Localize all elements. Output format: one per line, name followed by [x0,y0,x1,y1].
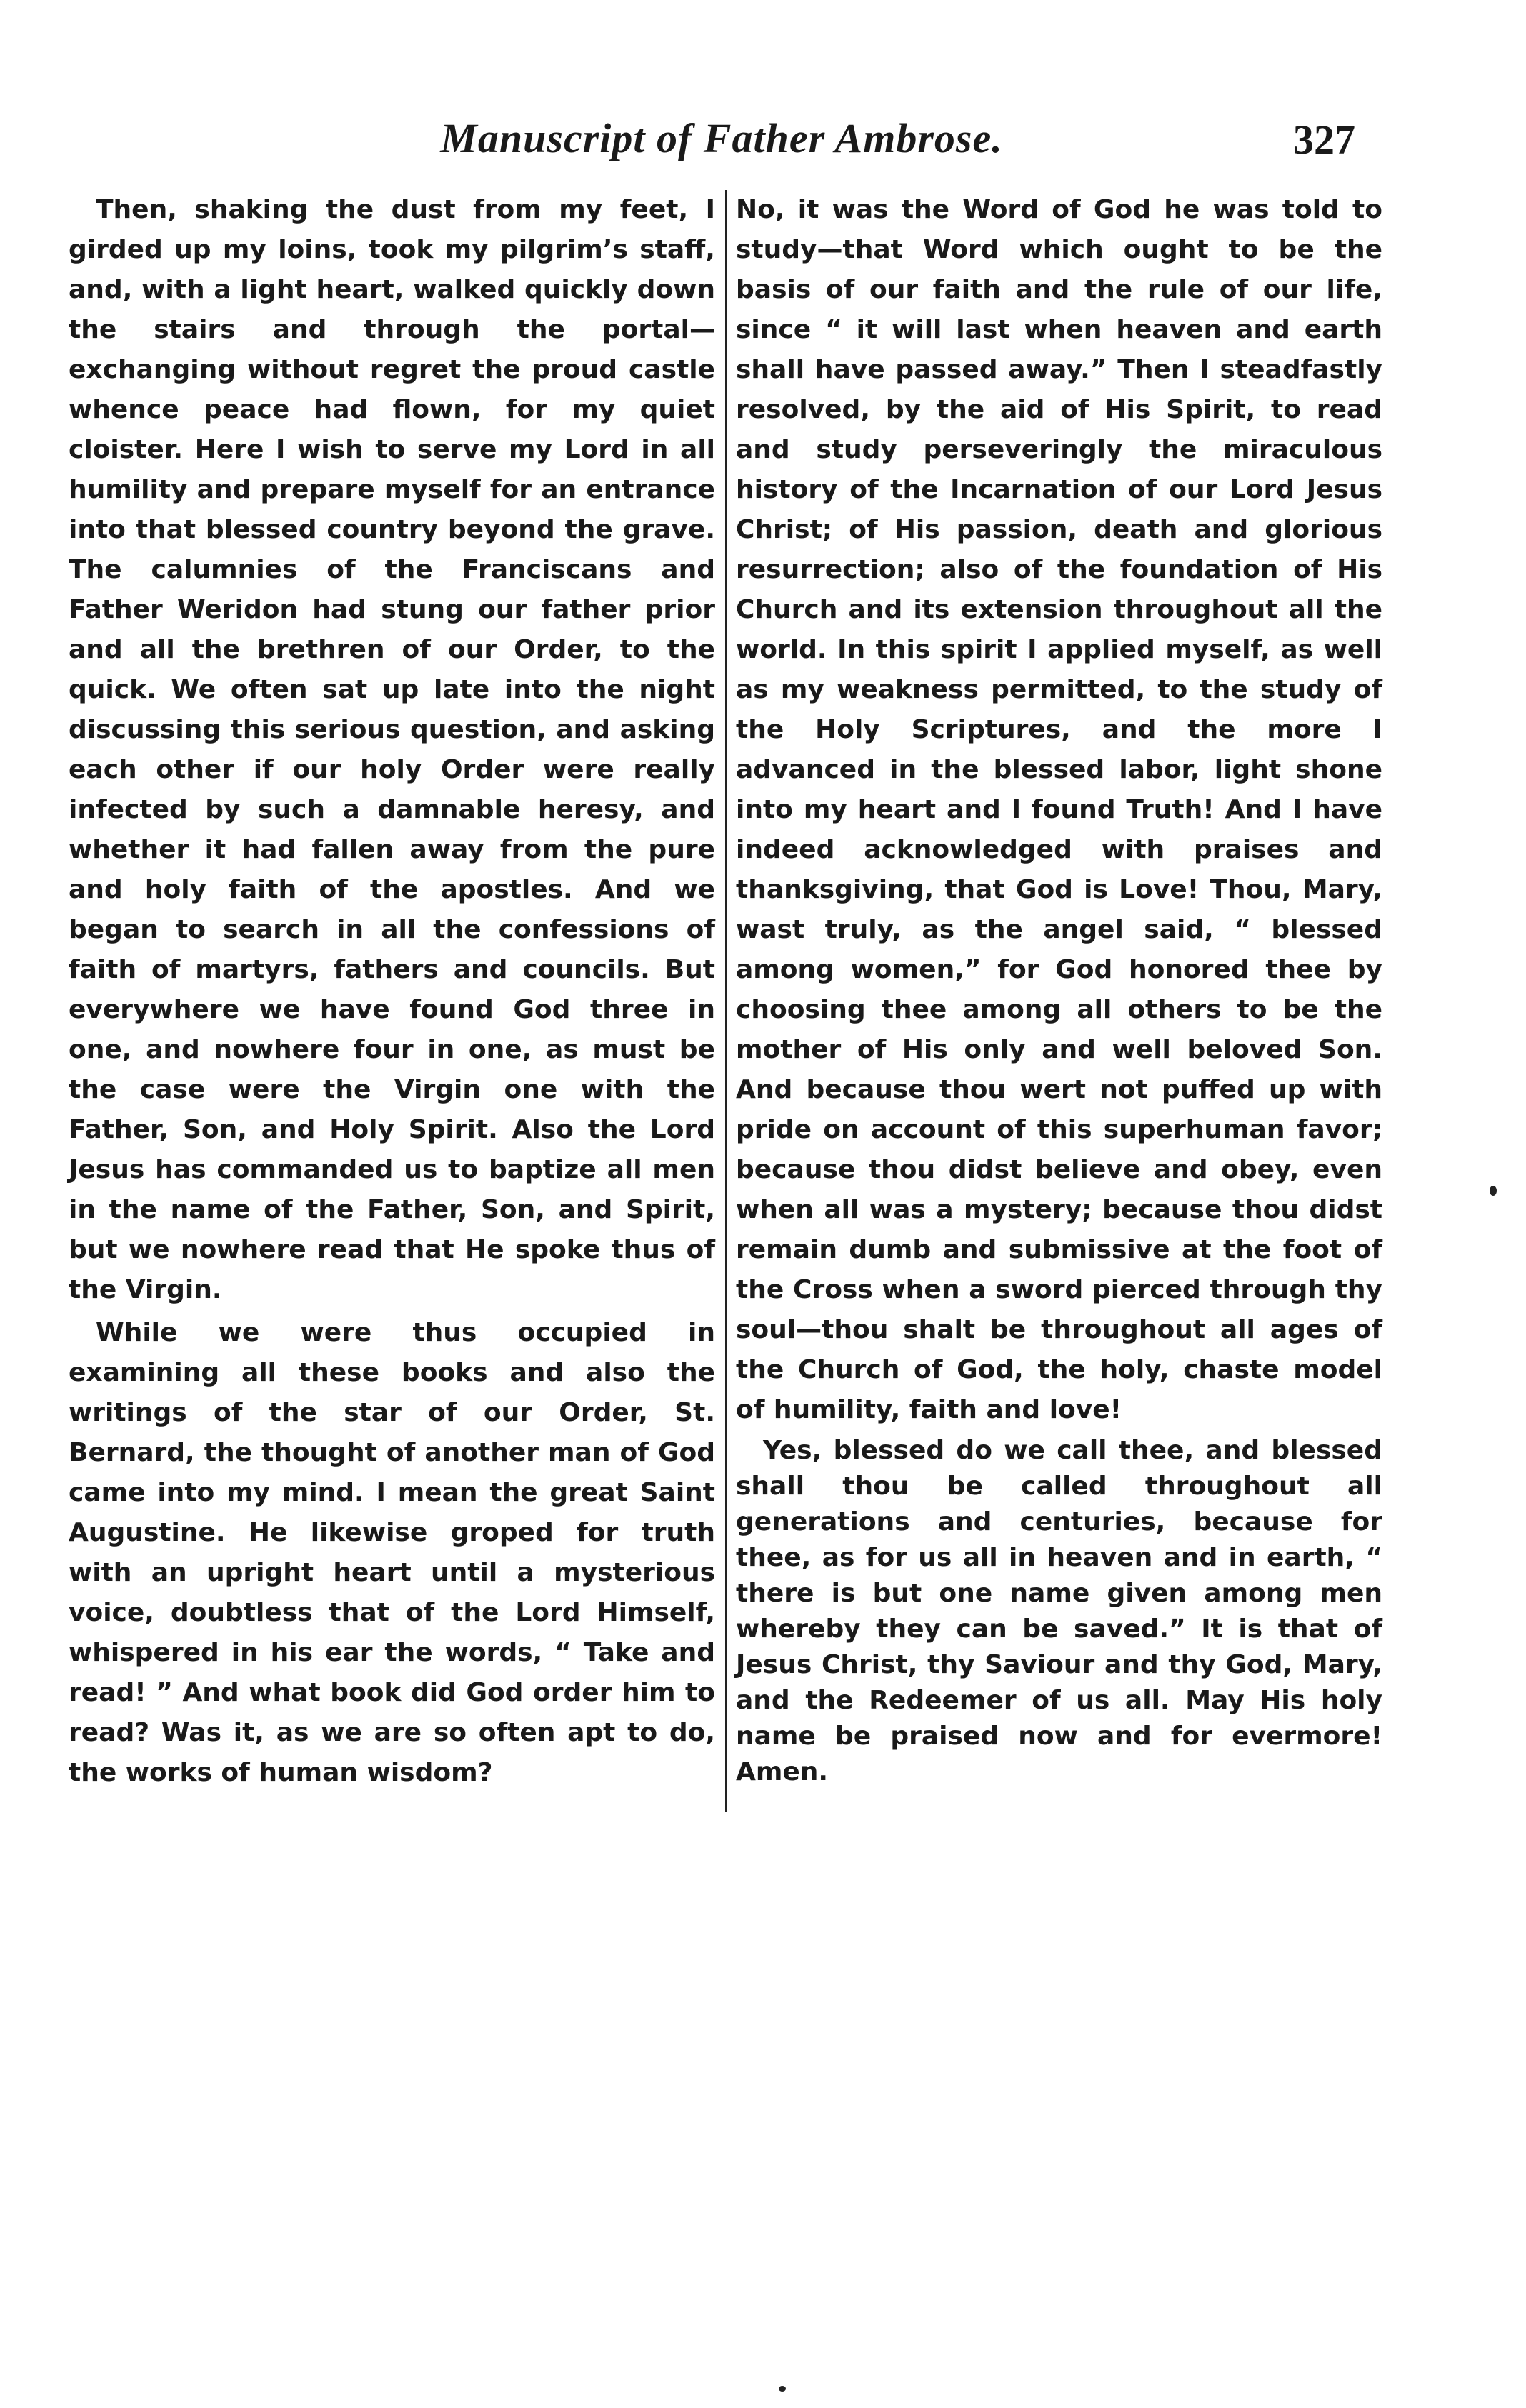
left-column [69,190,715,1793]
left-paragraph-2: While we were thus occupied in examining all these books and also the writings of the star of our Order, St. Bernard, the thought of another man of God came into my mind. I mean the great Saint Augustine. He likewise groped for truth with an upright heart until a mysterious voice, doubtless that of the Lord Himself, whispered in his ear the words, “ Take and read! ” And what book did God order him to read? Was it, as we are so often apt to do, the works of human wisdom? [69,1318,715,1787]
left-paragraph-1: Then, shaking the dust from my feet, I girded up my loins, took my pilgrim’s staff, and, with a light heart, walked quickly down the stairs and through the portal—exchanging without regret the proud castle whence peace had flown, for my quiet cloister. Here I wish to serve my Lord in all humility and prepare myself for an entrance into that blessed country beyond the grave. The calumnies of the Franciscans and Father Weridon had stung our father prior and all the brethren of our Order, to the quick. We often sat up late into the night discussing this serious question, and asking each other if our holy Order were really infected by such a damnable heresy, and whether it had fallen away from the pure and holy faith of the apostles. And we began to search in all the confessions of faith of martyrs, fathers and councils. But everywhere we have found God three in one, and nowhere four in one, as must be the case were the Virgin one with the Father, Son, and Holy Spirit. Also the Lord Jesus has commanded us to baptize all men in the name of the Father, Son, and Spirit, but we nowhere read that He spoke thus of the Virgin. [69,195,715,1304]
ink-speck [779,2386,786,2392]
running-head [0,114,1526,171]
running-title: Manuscript of Father Ambrose. [440,115,1003,161]
page-number: 327 [1293,116,1355,163]
right-paragraph-2: Yes, blessed do we call thee, and blessed shall thou be called throughout all generations and centuries, because for thee, as for us all in heaven and in earth, “ there is but one name given among men whereby they can be saved.” It is that of Jesus Christ, thy Saviour and thy God, Mary, and the Redeemer of us all. May His holy name be praised now and for evermore! Amen. [736,1436,1382,1787]
column-divider [725,190,727,1812]
right-paragraph-1: No, it was the Word of God he was told to study—that Word which ought to be the basis of our faith and the rule of our life, since “ it will last when heaven and earth shall have passed away.” Then I steadfastly resolved, by the aid of His Spirit, to read and study perseveringly the miraculous history of the Incarnation of our Lord Jesus Christ; of His passion, death and glorious resurrection; also of the foundation of His Church and its extension throughout all the world. In this spirit I applied myself, as well as my weakness permitted, to the study of the Holy Scriptures, and the more I advanced in the blessed labor, light shone into my heart and I found Truth! And I have indeed acknowledged with praises and thanksgiving, that God is Love! Thou, Mary, wast truly, as the angel said, “ blessed among women,” for God honored thee by choosing thee among all others to be the mother of His only and well beloved Son. And because thou wert not puffed up with pride on account of this superhuman favor; because thou didst believe and obey, even when all was a mystery; because thou didst remain dumb and submissive at the foot of the Cross when a sword pierced through thy soul—thou shalt be throughout all ages of the Church of God, the holy, chaste model of humility, faith and love! [736,195,1382,1424]
right-column [736,190,1382,1790]
ink-speck [1490,1186,1497,1196]
